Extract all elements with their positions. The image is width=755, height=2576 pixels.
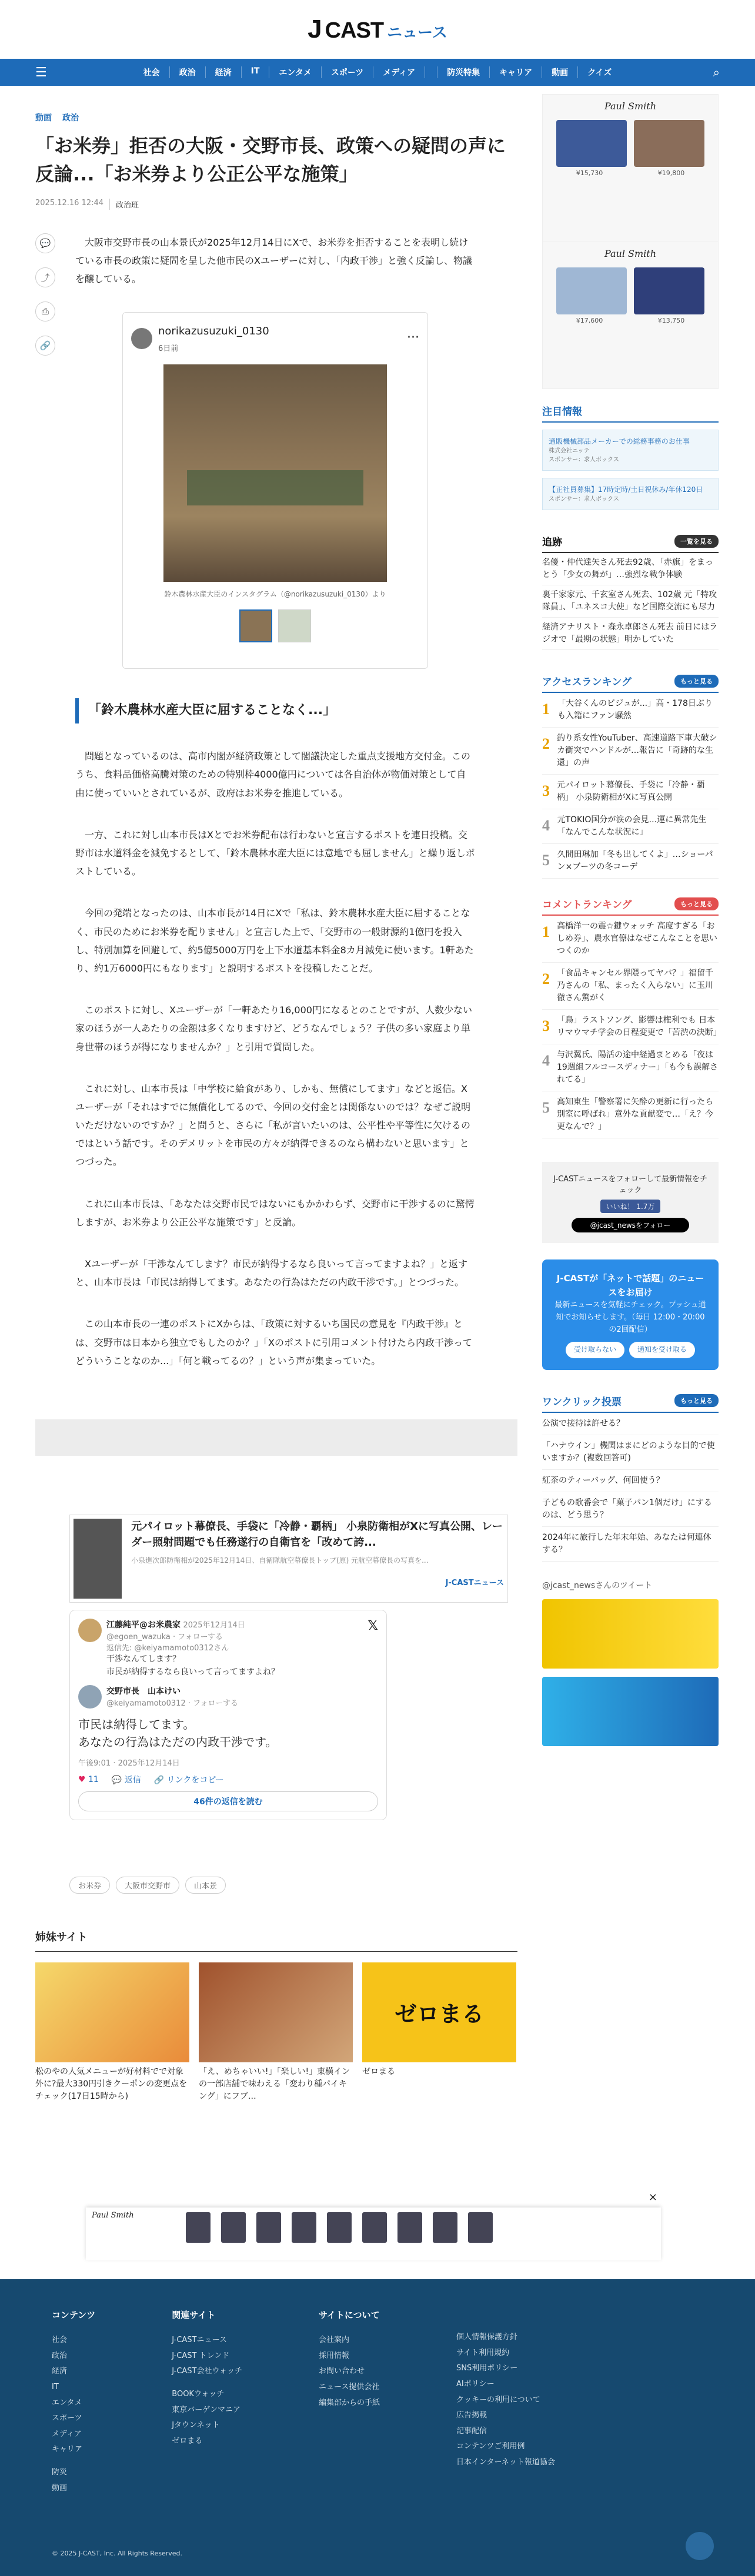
footer-link[interactable]: 東京バーゲンマニア bbox=[172, 2405, 241, 2414]
nav-item[interactable]: メディア bbox=[373, 66, 425, 78]
footer-link[interactable]: 防災 bbox=[52, 2468, 68, 2477]
nav-item[interactable]: 経済 bbox=[206, 66, 242, 78]
tweets-heading: @jcast_newsさんのツイート bbox=[542, 1580, 653, 1590]
avatar bbox=[78, 1619, 102, 1642]
footer-link[interactable]: サイト利用規約 bbox=[456, 2348, 510, 2357]
tweet-author[interactable]: 交野市長 山本けい bbox=[106, 1686, 181, 1696]
tag-chip[interactable]: 大阪市交野市 bbox=[116, 1877, 179, 1894]
footer-link[interactable]: メディア bbox=[52, 2429, 82, 2438]
paragraph: このポストに対し、Xユーザーが「一軒あたり16,000円になるとのことですが、人数少ない家のほうが一人あたりの金額は多くなりますけど、どうなんでしょう？子供の多い家庭より単身世帯のほうが得になりませんか？」と引用で質問した。 bbox=[75, 1004, 472, 1053]
footer-link[interactable]: コンテンツご利用例 bbox=[456, 2442, 525, 2451]
sister-image bbox=[35, 1962, 189, 2062]
sister-card[interactable]: ゼロまる ゼロまる bbox=[362, 1962, 516, 2103]
link-icon[interactable]: 🔗 bbox=[35, 336, 55, 356]
ad-banner[interactable] bbox=[35, 1419, 517, 1456]
more-button[interactable]: もっと見る bbox=[674, 675, 719, 688]
footer-link[interactable]: スポーツ bbox=[52, 2414, 82, 2423]
paragraph: 問題となっているのは、高市内閣が経済政策として閣議決定した重点支援地方交付金。このうち、食料品価格高騰対策のための特別枠4000億円については各自治体が物価対策として自由に使っていいとされているが、政府はお米券を推進している。 bbox=[75, 751, 471, 799]
ranking-item[interactable]: 2 釣り系女性YouTuber、高速道路下車大破シカ衝突でハンドルが…報告に「奇跡的な生還」の声 bbox=[542, 728, 719, 775]
pr-item[interactable]: 【正社員募集】17時定時/土日祝休み/年休120日 スポンサー：求人ボックス bbox=[542, 478, 719, 510]
footer-link[interactable]: 個人情報保護方針 bbox=[456, 2333, 518, 2341]
insta-photo[interactable] bbox=[163, 364, 387, 582]
nav-item[interactable]: キャリア bbox=[490, 66, 542, 78]
news-item[interactable]: 裏千家家元、千玄室さん死去、102歳 元「特攻隊員」、「ユネスコ大使」など国際交流にも尽力 bbox=[542, 585, 719, 618]
footer-link[interactable]: BOOKウォッチ bbox=[172, 2389, 225, 2399]
news-item[interactable]: 名優・仲代達矢さん死去92歳、「赤旗」をまっとう「少女の舞が」…強烈な戦争体験 bbox=[542, 553, 719, 585]
footer-link[interactable]: 編集部からの手紙 bbox=[318, 2398, 380, 2407]
paragraph: これに対し、山本市長は「中学校に給食があり、しかも、無償にしてます」などと返信。Xユーザーが「それはすでに無償化してるので、今回の交付金とは関係ないのでは？なぜご説明いただけないのですか？」と問うと、さらに「私が言いたいのは、公平性や平等性に欠けるのではという話です。そのデメリットを市民の方々が納得できるのなら構わないと思います」とつづった。 bbox=[75, 1083, 471, 1168]
footer-link[interactable]: クッキーの利用について bbox=[456, 2395, 540, 2404]
x-follow-button[interactable]: @jcast_newsをフォロー bbox=[572, 1218, 689, 1232]
nav-item[interactable]: 動画 bbox=[542, 66, 578, 78]
paragraph: Xユーザーが「干渉なんてします？市民が納得するなら良いって言ってますよね？」と返すと、山本市長は「市民は納得してます。あなたの行為はただの内政干渉です。」とつづった。 bbox=[75, 1258, 467, 1288]
more-button[interactable]: 一覧を見る bbox=[674, 535, 719, 548]
site-logo[interactable]: J CAST ニュース bbox=[308, 15, 447, 43]
share-icon[interactable]: ⤴ bbox=[35, 267, 55, 287]
vote-item[interactable]: 「ハナウイン」機関はまにどのような目的で使いますか？(複数回答可) bbox=[542, 1435, 719, 1470]
banner-ad[interactable] bbox=[542, 1677, 719, 1746]
vote-item[interactable]: 2024年に旅行した年末年始、あなたは何連休する？ bbox=[542, 1527, 719, 1562]
nav-item[interactable]: IT bbox=[242, 66, 270, 78]
nav-item[interactable]: 社会 bbox=[134, 66, 170, 78]
ranking-item[interactable]: 4 元TOKIO国分が涙の会見…運に異常先生「なんでこんな状況に」 bbox=[542, 809, 719, 844]
news-item[interactable]: 経済アナリスト・森永卓郎さん死去 前日にはラジオで「最期の状態」明かしていた bbox=[542, 618, 719, 650]
article-tags bbox=[69, 1877, 517, 1894]
tag-chip[interactable]: 山本景 bbox=[185, 1877, 226, 1894]
footer-link[interactable]: SNS利用ポリシー bbox=[456, 2364, 518, 2373]
footer-link[interactable]: エンタメ bbox=[52, 2398, 82, 2407]
section-heading: 注目情報 bbox=[542, 406, 582, 418]
sidebar: Paul Smith ¥15,730 ¥19,800 Paul Smith ¥17,600 ¥13,750 注目情報 通販機械部品メーカーでの総務事務のお仕事 株式会社ニッテ スポンサー：求人ボックス 【正社員募集】17時定時/土日祝休み/年休120日 スポンサー：求人ボックス 追跡 一覧を見る 名優・仲代達矢さん死去92歳、「赤旗」をまっとう「少女の舞が」…強烈な戦争体験 裏千家家元、千玄室さん死去、102歳 元「特攻隊員」、「ユネスコ大使」など国際交流にも尽力 経済アナリスト・森永卓郎さん死去 前日にはラジオで「最期の状態」明かしていた アクセスランキング もっと見る 1 「大谷くんのビジュが...」高・178日ぶりも入籍にファン騒然 2 釣り系女性YouTuber、高速道路下車大破シカ衝突でハンドルが…報告に「奇跡的な生還」の声 3 元パイロット幕僚長、手袋に「冷静・覇柄」 小泉防衛相がXに写真公開 4 元TOKIO国分が涙の会見…運に異常先生「なんでこんな状況に」 5 久間田琳加「冬も出してくよ」…ショーパン×ブーツの冬コーデ コメントランキング もっと見る 1 高橋洋一の震☆鍵ウォッチ 高度すぎる「おしめ券」、農水官僚はなぜこんなことを思いつくのか 2 「食品キャンセル界隈ってヤバ？」福留千乃さんの「私、まったく入らない」に玉川徹さん驚がく 3 「鳥」ラストソング、影響は権利でも 日本リマウマチ学会の日程変更で「苦渋の決断」 4 与沢翼氏、陽活の途中経過まとめる「夜は19週組フルコースディナー」「も今も誤解されてる」 5 高知東生「警察署に矢酔の更新に行ったら別室に呼ばれ」意外な貢献変で…「え？今更なんで？」 J-CASTニュースをフォローして最新情報をチェック いいね！ 1.7万 @jcast_newsをフォロー J-CASTが「ネットで話題」のニュースをお届け 最新ニュースを気軽にチェック。プッシュ通知でお知らせします。（毎日 12:00・20:00 の2回配信） 受け取らない 通知を受け取る ワンクリック投票 もっと見る 公演で接待は許せる？ 「ハナウイン」機関はまにどのような目的で使いますか？(複数回答可) 紅茶のティーバッグ、何回使う？ 子どもの歌番会で「菓子パン1個だけ」にするのは、どう思う？ 2024年に旅行した年末年始、あなたは何連休する？ @jcast_newsさんのツイート bbox=[542, 94, 719, 1746]
comment-icon[interactable]: 💬 bbox=[35, 233, 55, 253]
insta-user[interactable]: norikazusuzuki_0130 bbox=[158, 324, 269, 337]
ranking-item[interactable]: 2 「食品キャンセル界隈ってヤバ？」福留千乃さんの「私、まったく入らない」に玉川徹さん驚がく bbox=[542, 963, 719, 1010]
main-content bbox=[35, 86, 517, 2103]
tweet-text: 市民は納得してます。 bbox=[78, 1717, 195, 1731]
article-date: 2025.12.16 12:44 bbox=[35, 199, 104, 207]
more-button[interactable]: もっと見る bbox=[674, 897, 719, 910]
footer-link[interactable]: 採用情報 bbox=[318, 2351, 349, 2360]
sister-image bbox=[199, 1962, 353, 2062]
thumbnail[interactable] bbox=[278, 609, 311, 642]
zeromaru-logo: ゼロまる bbox=[394, 2001, 484, 2028]
nav-item[interactable]: スポーツ bbox=[322, 66, 373, 78]
section-heading: コメントランキング bbox=[542, 899, 632, 911]
footer-link[interactable]: 社会 bbox=[52, 2336, 68, 2344]
related-title: 元パイロット幕僚長、手袋に「冷静・覇柄」 小泉防衛相がXに写真公開、レーダー照射問題でも任務遂行の自衛官を「改めて誇... bbox=[131, 1520, 503, 1549]
vote-item[interactable]: 子どもの歌番会で「菓子パン1個だけ」にするのは、どう思う？ bbox=[542, 1492, 719, 1527]
footer-link[interactable]: AIポリシー bbox=[456, 2379, 495, 2389]
nav-item[interactable]: 防災特集 bbox=[437, 66, 490, 78]
footer-link[interactable]: 会社案内 bbox=[318, 2336, 349, 2344]
follow-box: J-CASTニュースをフォローして最新情報をチェック いいね！ 1.7万 @jcast_newsをフォロー bbox=[542, 1162, 719, 1243]
ranking-item[interactable]: 1 高橋洋一の震☆鍵ウォッチ 高度すぎる「おしめ券」、農水官僚はなぜこんなことを思いつくのか bbox=[542, 916, 719, 963]
related-image bbox=[74, 1519, 122, 1599]
facebook-like-button[interactable]: いいね！ 1.7万 bbox=[600, 1200, 661, 1213]
section-heading: 姉妹サイト bbox=[35, 1929, 517, 1952]
ranking-item[interactable]: 4 与沢翼氏、陽活の途中経過まとめる「夜は19週組フルコースディナー」「も今も誤解されてる」 bbox=[542, 1044, 719, 1091]
avatar bbox=[78, 1685, 102, 1709]
ranking-item[interactable]: 5 高知東生「警察署に矢酔の更新に行ったら別室に呼ばれ」意外な貢献変で…「え？今更なんで？」 bbox=[542, 1091, 719, 1138]
sister-sites bbox=[35, 1929, 517, 2103]
footer-link[interactable]: J-CASTニュース bbox=[172, 2336, 227, 2344]
sister-card[interactable]: 松のやの人気メニューが好材料でで対象外に?最大330円引きクーポンの変更点をチェック(17日15時から) bbox=[35, 1962, 189, 2103]
section-heading: 「鈴木農林水産大臣に屈することなく...」 bbox=[75, 698, 475, 723]
article-title: 「お米券」拒否の大阪・交野市長、政策への疑問の声に反論...「お米券より公正公平な施策」 bbox=[35, 135, 506, 185]
footer-link[interactable]: ニュース提供会社 bbox=[318, 2382, 380, 2391]
push-notice: J-CASTが「ネットで話題」のニュースをお届け 最新ニュースを気軽にチェック。プッシュ通知でお知らせします。（毎日 12:00・20:00 の2回配信） 受け取らない 通知を受け取る bbox=[542, 1259, 719, 1370]
vote-item[interactable]: 公演で接待は許せる？ bbox=[542, 1413, 719, 1435]
paragraph: 一方、これに対し山本市長はXとでお米券配布は行わないと宣言するポストを連日投稿。交野市は水道料金を減免するとして、「鈴木農林水産大臣には意地でも屈しません」と繰り返しポストしている。 bbox=[75, 829, 475, 877]
footer-link[interactable]: お問い合わせ bbox=[318, 2367, 365, 2376]
ranking-item[interactable]: 3 元パイロット幕僚長、手袋に「冷静・覇柄」 小泉防衛相がXに写真公開 bbox=[542, 775, 719, 809]
brand-logo: Paul Smith bbox=[604, 101, 657, 112]
site-header bbox=[0, 0, 755, 59]
related-desc: 小泉進次郎防衛相が2025年12月14日、自衛隊航空幕僚長トップ(原) 元航空幕僚長の写真を... bbox=[131, 1556, 429, 1565]
category-link[interactable]: 政治 bbox=[62, 113, 79, 123]
footer-link[interactable]: 記事配信 bbox=[456, 2426, 487, 2436]
ranking-item[interactable]: 5 久間田琳加「冬も出してくよ」…ショーパン×ブーツの冬コーデ bbox=[542, 844, 719, 879]
x-logo-icon[interactable]: 𝕏 bbox=[368, 1618, 378, 1633]
print-icon[interactable]: ⎙ bbox=[35, 302, 55, 321]
nav-item[interactable]: 政治 bbox=[170, 66, 206, 78]
photo-thumbnails bbox=[131, 609, 419, 642]
footer-link[interactable]: 広告掲載 bbox=[456, 2411, 487, 2420]
nav-item[interactable]: エンタメ bbox=[269, 66, 321, 78]
paragraph: 今回の発端となったのは、山本市長が14日にXで「私は、鈴木農林水産大臣に屈することなく、市民のためにお米券を配りません」と宣言した上で、「交野市の一般財源約1億円を投入し、特別加算を回避して、約5億5000万円を上下水道基本料金8カ月減免に使います。1軒あたり、約1万6000円にもなります」と説明するポストを投稿したことだ。 bbox=[75, 907, 474, 974]
article-meta bbox=[35, 199, 517, 210]
pr-item[interactable]: 通販機械部品メーカーでの総務事務のお仕事 株式会社ニッテ スポンサー：求人ボックス bbox=[542, 430, 719, 471]
like-button[interactable]: ♥ 11 bbox=[78, 1774, 99, 1784]
reply-button[interactable]: 💬 返信 bbox=[111, 1775, 141, 1785]
accept-button[interactable]: 通知を受け取る bbox=[629, 1342, 695, 1358]
paragraph: 大阪市交野市長の山本景氏が2025年12月14日にXで、お米券を拒否することを表明し続けている市長の政策に疑問を呈した他市民のXユーザーに対し、「内政干渉」と強く反論し、物議を醸している。 bbox=[75, 237, 472, 285]
main-nav bbox=[0, 59, 755, 86]
ranking-item[interactable]: 1 「大谷くんのビジュが...」高・178日ぶりも入籍にファン騒然 bbox=[542, 693, 719, 728]
paragraph: これに山本市長は、「あなたは交野市民ではないにもかかわらず、交野市に干渉するのに驚愕しますが、お米券より公正公平な施策です」と反論。 bbox=[75, 1198, 475, 1228]
banner-ad[interactable] bbox=[542, 1599, 719, 1669]
footer-link[interactable]: 日本インターネット報道協会 bbox=[456, 2458, 555, 2467]
vote-item[interactable]: 紅茶のティーバッグ、何回使う？ bbox=[542, 1470, 719, 1492]
footer-link[interactable]: Jタウンネット bbox=[172, 2421, 220, 2430]
footer-link[interactable]: 経済 bbox=[52, 2367, 68, 2376]
footer-link[interactable]: ゼロまる bbox=[172, 2436, 203, 2446]
section-heading: ワンクリック投票 bbox=[542, 1396, 622, 1408]
related-source: J-CASTニュース bbox=[445, 1578, 504, 1587]
read-replies-button[interactable]: 46件の返信を読む bbox=[78, 1791, 378, 1811]
thumbnail[interactable] bbox=[239, 609, 272, 642]
category-link[interactable]: 動画 bbox=[35, 113, 52, 123]
category-links bbox=[35, 112, 517, 123]
tweet-handle[interactable]: @keiyamamoto0312 · フォローする bbox=[106, 1699, 238, 1708]
article-author[interactable]: 政治班 bbox=[109, 199, 139, 210]
copy-link-button[interactable]: 🔗 リンクをコピー bbox=[153, 1775, 224, 1785]
tag-chip[interactable]: お米券 bbox=[69, 1877, 110, 1894]
article-body bbox=[35, 233, 517, 1370]
more-button[interactable]: もっと見る bbox=[674, 1394, 719, 1407]
search-icon[interactable]: ⌕ bbox=[713, 65, 720, 79]
related-article[interactable] bbox=[69, 1515, 508, 1603]
footer-link[interactable]: 政治 bbox=[52, 2351, 68, 2360]
tweet-embed[interactable]: 江藤純平@お米農家 2025年12月14日 @egoen_wazuka · フォローする 返信先: @keiyamamoto0312さん 𝕏 干渉なんてします？ 市民が納得するなら良いって言ってますよね？ 交野市長 山本けい @keiyamamoto0312 · フォローする 市民は納得してます。 あなたの行為はただの内政干渉です。 午後9:01 · 2025年12月14日 ♥ 11 💬 返信 🔗 リンクをコピー 46件の返信を読む bbox=[69, 1610, 387, 1820]
footer-link[interactable]: 動画 bbox=[52, 2483, 68, 2493]
avatar bbox=[131, 328, 152, 349]
footer-link[interactable]: J-CAST会社ウォッチ bbox=[172, 2367, 242, 2376]
paragraph: この山本市長の一連のポストにXからは、「政策に対するいち国民の意見を『内政干渉』とは、交野市は日本から独立でもしたのか？」「Xのポストに引用コメント付けたら内政干渉ってどういうことなのか...」「何と戦ってるの？」という声が集まっていた。 bbox=[75, 1318, 472, 1366]
nav-item[interactable]: クイズ bbox=[587, 68, 612, 78]
close-icon[interactable]: × bbox=[648, 2191, 657, 2203]
more-icon[interactable]: ··· bbox=[407, 330, 419, 346]
tweet-handle[interactable]: @egoen_wazuka · フォローする bbox=[106, 1632, 223, 1642]
tweet-time[interactable]: 午後9:01 · 2025年12月14日 bbox=[78, 1758, 180, 1768]
insta-time: 6日前 bbox=[158, 344, 179, 353]
tweet-text: あなたの行為はただの内政干渉です。 bbox=[78, 1734, 278, 1749]
ranking-item[interactable]: 3 「鳥」ラストソング、影響は権利でも 日本リマウマチ学会の日程変更で「苦渋の決断」 bbox=[542, 1010, 719, 1044]
footer-link[interactable]: IT bbox=[52, 2382, 59, 2391]
menu-icon[interactable]: ☰ bbox=[35, 65, 47, 80]
sidebar-ad[interactable]: Paul Smith ¥15,730 ¥19,800 Paul Smith ¥17,600 ¥13,750 bbox=[542, 94, 719, 389]
instagram-embed[interactable] bbox=[122, 312, 428, 669]
copyright: © 2025 J-CAST, Inc. All Rights Reserved. bbox=[52, 2550, 182, 2557]
share-buttons bbox=[35, 233, 55, 356]
section-heading: アクセスランキング bbox=[542, 676, 632, 688]
sister-card[interactable]: 「え、めちゃいい!」「楽しい!」東横インの一部店舗で味わえる「変わり種パイキング」にフブ… bbox=[199, 1962, 353, 2103]
footer-link[interactable]: キャリア bbox=[52, 2445, 83, 2454]
decline-button[interactable]: 受け取らない bbox=[566, 1342, 624, 1358]
sticky-ad[interactable]: × Paul Smith bbox=[86, 2207, 661, 2260]
site-footer: コンテンツ 社会 政治 経済 IT エンタメ スポーツ メディア キャリア 防災 動画 関連サイト J-CASTニュース J-CAST トレンド J-CAST会社ウォッチ BOOKウォッチ 東京バーゲンマニア Jタウンネット ゼロまる サイトについて 会社案内 採用情報 お問い合わせ ニュース提供会社 編集部からの手紙 個人情報保護方針 サイト利用規約 SNS利用ポリシー AIポリシー クッキーの利用について 広告掲載 記事配信 コンテンツご利用例 日本インターネット報道協会 © 2025 J-CAST, Inc. All Rights Reserved. bbox=[0, 2279, 755, 2576]
footer-link[interactable]: J-CAST トレンド bbox=[172, 2351, 230, 2360]
photo-caption: 鈴木農林水産大臣のインスタグラム（@norikazusuzuki_0130）より bbox=[164, 590, 386, 598]
footer-logo-icon bbox=[686, 2532, 714, 2560]
tweet-author[interactable]: 江藤純平@お米農家 bbox=[106, 1620, 181, 1630]
